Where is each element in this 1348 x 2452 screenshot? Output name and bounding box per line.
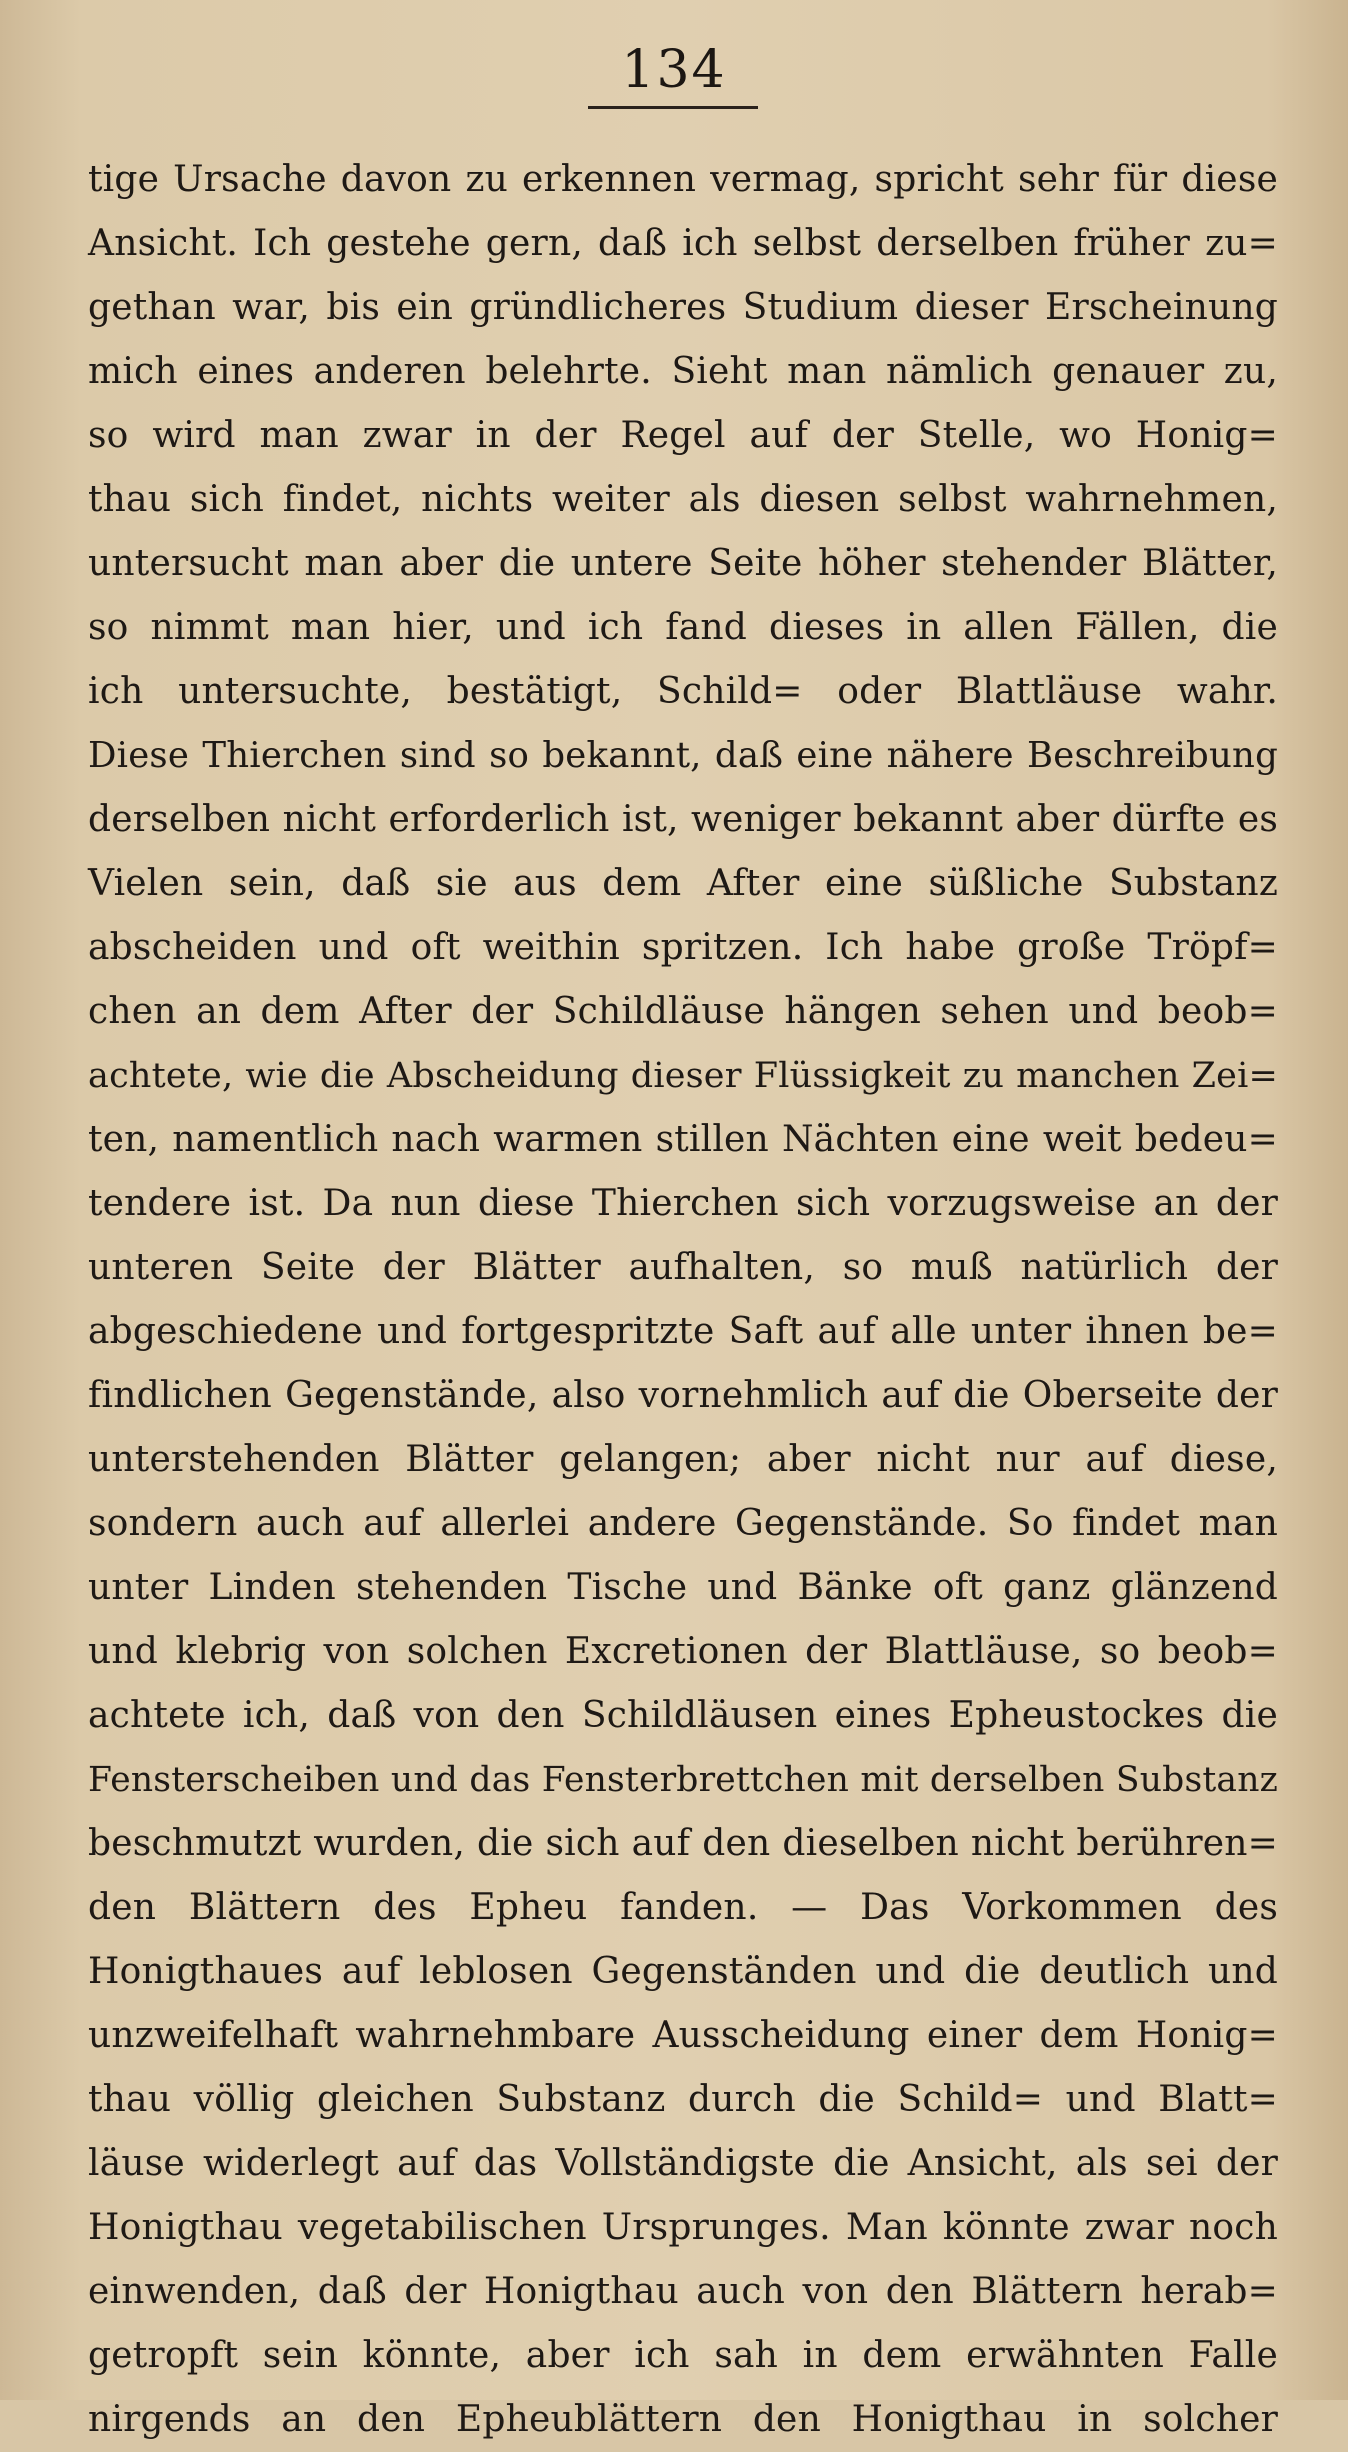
text-line: untersucht man aber die untere Seite höher stehender Blätter, [88,543,1278,584]
text-line: beschmutzt wurden, die sich auf den dieselben nicht berühren= [88,1823,1278,1864]
text-line: derselben nicht erforderlich ist, weniger bekannt aber dürfte es [88,799,1278,840]
text-line: unteren Seite der Blätter aufhalten, so muß natürlich der [88,1247,1278,1288]
text-line: gethan war, bis ein gründlicheres Studium dieser Erscheinung [88,287,1278,328]
text-line: einwenden, daß der Honigthau auch von den Blättern herab= [88,2271,1278,2312]
text-line: sondern auch auf allerlei andere Gegenstände. So findet man [88,1503,1278,1544]
text-line: Honigthaues auf leblosen Gegenständen und die deutlich und [88,1951,1278,1992]
header-rule [588,106,758,109]
text-line: unter Linden stehenden Tische und Bänke oft ganz glänzend [88,1567,1278,1608]
text-line: unterstehenden Blätter gelangen; aber nicht nur auf diese, [88,1439,1278,1480]
text-line: mich eines anderen belehrte. Sieht man nämlich genauer zu, [88,351,1278,392]
text-line: abscheiden und oft weithin spritzen. Ich habe große Tröpf= [88,927,1278,968]
text-line: tendere ist. Da nun diese Thierchen sich vorzugsweise an der [88,1183,1278,1224]
text-line: und klebrig von solchen Excretionen der Blattläuse, so beob= [88,1631,1278,1672]
text-line: ich untersuchte, bestätigt, Schild= oder Blattläuse wahr. [88,671,1278,712]
text-line: thau völlig gleichen Substanz durch die Schild= und Blatt= [88,2079,1278,2120]
text-line: so nimmt man hier, und ich fand dieses in allen Fällen, die [88,607,1278,648]
text-line: Diese Thierchen sind so bekannt, daß eine nähere Beschreibung [88,735,1278,776]
text-line: läuse widerlegt auf das Vollständigste die Ansicht, als sei der [88,2143,1278,2184]
text-line: nirgends an den Epheublättern den Honigthau in solcher [88,2399,1278,2440]
text-line: so wird man zwar in der Regel auf der Stelle, wo Honig= [88,415,1278,456]
text-line: getropft sein könnte, aber ich sah in dem erwähnten Falle [88,2335,1278,2376]
text-line: achtete ich, daß von den Schildläusen eines Epheustockes die [88,1695,1278,1736]
page-number: 134 [621,40,727,100]
text-line: Ansicht. Ich gestehe gern, daß ich selbst derselben früher zu= [88,223,1278,264]
text-line: Honigthau vegetabilischen Ursprunges. Man könnte zwar noch [88,2207,1278,2248]
text-line: tige Ursache davon zu erkennen vermag, spricht sehr für diese [88,159,1278,200]
text-line: chen an dem After der Schildläuse hängen sehen und beob= [88,991,1278,1032]
text-line: unzweifelhaft wahrnehmbare Ausscheidung einer dem Honig= [88,2015,1278,2056]
text-line: findlichen Gegenstände, also vornehmlich auf die Oberseite der [88,1375,1278,1416]
text-line: thau sich findet, nichts weiter als diesen selbst wahrnehmen, [88,479,1278,520]
text-line: Vielen sein, daß sie aus dem After eine süßliche Substanz [88,863,1278,904]
text-line: ten, namentlich nach warmen stillen Nächten eine weit bedeu= [88,1119,1278,1160]
text-line: achtete, wie die Abscheidung dieser Flüssigkeit zu manchen Zei= [88,1056,1278,1096]
body-text [88,148,1278,2452]
text-line: Fensterscheiben und das Fensterbrettchen mit derselben Substanz [88,1760,1278,1800]
text-line: den Blättern des Epheu fanden. — Das Vorkommen des [88,1887,1278,1928]
text-line: abgeschiedene und fortgespritzte Saft auf alle unter ihnen be= [88,1311,1278,1352]
